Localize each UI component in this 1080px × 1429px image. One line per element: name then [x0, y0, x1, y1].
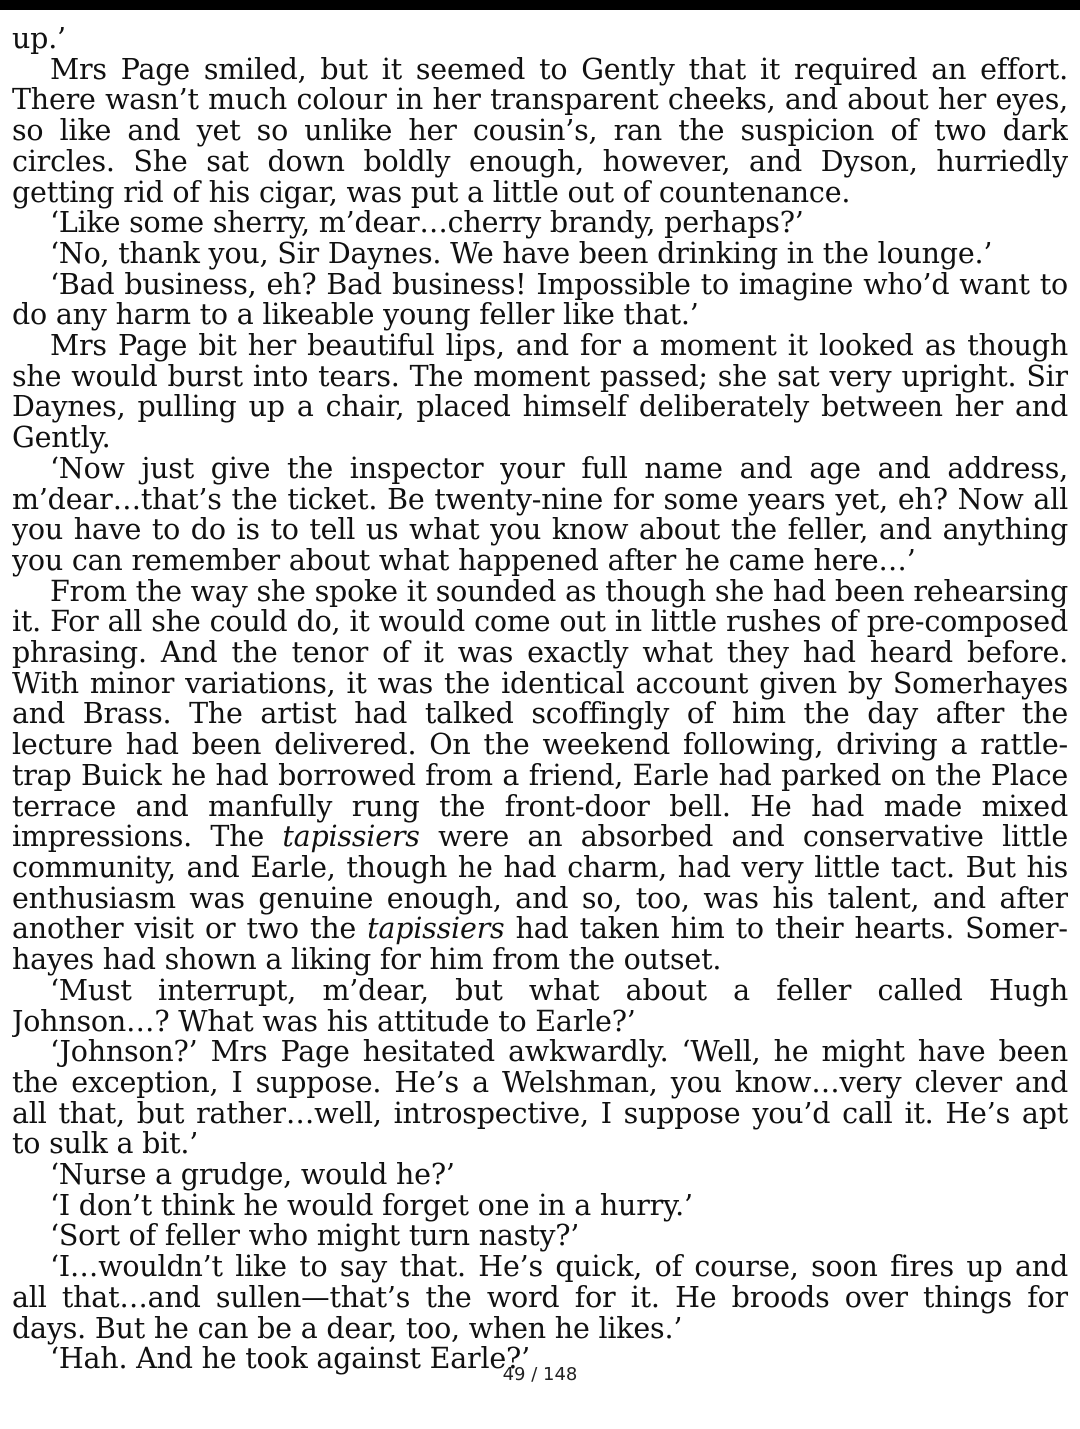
status-bar [0, 0, 1080, 10]
paragraph: ‘Hah. And he took against Earle?’ [50, 1342, 530, 1376]
paragraph: up.’ [12, 24, 66, 55]
italic-term: tapissiers [367, 912, 505, 946]
paragraph: ‘Like some sherry, m’dear…cherry brandy, perhaps?’ [50, 206, 804, 240]
paragraph: Mrs Page bit her beautiful lips, and for a moment it looked as though she would burst into tears. The moment passed; she sat very upright. Sir Daynes, pulling up a chair, placed himself deliberately between her and Gently. [12, 329, 1068, 455]
paragraph: Mrs Page smiled, but it seemed to Gently that it required an effort. There wasn’t much colour in her transparent cheeks, and about her eyes, so like and yet so unlike her cousin’s, ran the suspicion of two dark circles. She sat down boldly enough, however, and Dyson, hurriedly getting rid of his cigar, was put a little out of countenance. [12, 52, 1068, 209]
page-indicator: 49 / 148 [502, 1364, 578, 1385]
paragraph: ‘I don’t think he would forget one in a hurry.’ [50, 1188, 693, 1222]
paragraph: ‘Nurse a grudge, would he?’ [50, 1158, 455, 1192]
paragraph: ‘No, thank you, Sir Daynes. We have been drinking in the lounge.’ [50, 236, 993, 270]
paragraph: ‘Sort of feller who might turn nasty?’ [50, 1219, 580, 1253]
paragraph: ‘Johnson?’ Mrs Page hesitated awkwardly. ‘Well, he might have been the exception, I suppose. He’s a Welshman, you know…very clever and all that, but rather…well, introspective, I suppose you’d call it. He’s apt to sulk a bit.’ [12, 1035, 1068, 1161]
book-page-text [12, 24, 1068, 1384]
paragraph: From the way she spoke it sounded as though she had been rehearsing it. For all she could do, it would come out in little rushes of pre-composed phrasing. And the tenor of it was exactly what they had heard before. With minor variations, it was the identical account given by Somerhayes and Brass. The artist had talked scoffingly of him the day after the lecture had been delivered. On the weekend following, driving a rattle-trap Buick he had borrowed from a friend, Earle had parked on the Place terrace and manfully rung the front-door bell. He had made mixed impressions. The tapissiers were an absorbed and conservative little community, and Earle, though he had charm, had very little tact. But his enthusiasm was genuine enough, and so, too, was his talent, and after another visit or two the tapissiers had taken him to their hearts. Somerhayes had shown a liking for him from the outset. [12, 574, 1068, 977]
paragraph: ‘Must interrupt, m’dear, but what about a feller called Hugh Johnson…? What was his attitude to Earle?’ [12, 973, 1068, 1038]
paragraph: ‘Now just give the inspector your full name and age and address, m’dear…that’s the ticket. Be twenty-nine for some years yet, eh? Now all you have to do is to tell us what you know about the feller, and anything you can remember about what happened after he came here…’ [12, 451, 1068, 577]
italic-term: tapissiers [282, 820, 420, 854]
paragraph: ‘Bad business, eh? Bad business! Impossible to imagine who’d want to do any harm to a likeable young feller like that.’ [12, 267, 1068, 332]
paragraph: ‘I…wouldn’t like to say that. He’s quick, of course, soon fires up and all that…and sullen—that’s the word for it. He broods over things for days. But he can be a dear, too, when he likes.’ [12, 1250, 1068, 1345]
